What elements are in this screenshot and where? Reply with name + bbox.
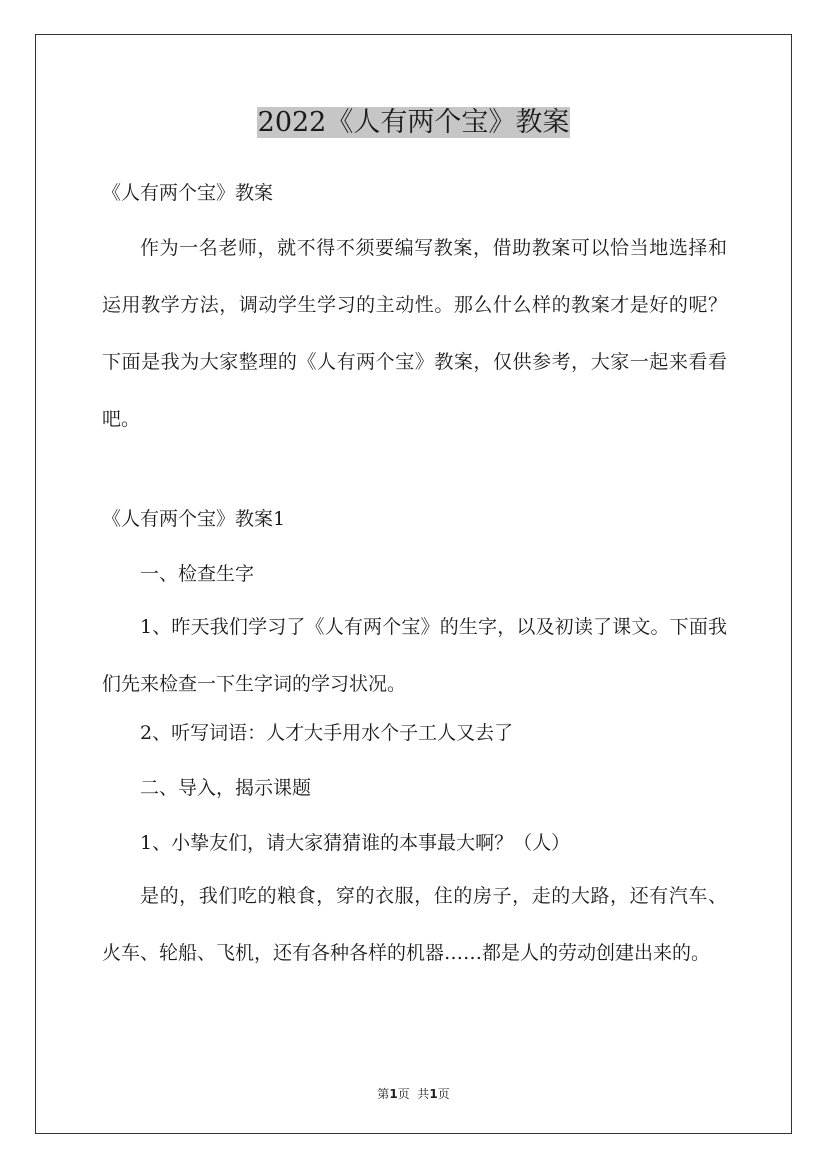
heading-introduction: 二、导入，揭示课题 xyxy=(140,777,312,799)
item-dictation: 2、听写词语：人才大手用水个子工人又去了 xyxy=(140,722,514,744)
document-subtitle: 《人有两个宝》教案 xyxy=(102,182,274,204)
footer-mid: 页 共 xyxy=(397,1087,430,1101)
paragraph-labor: 是的，我们吃的粮食，穿的衣服，住的房子，走的大路，还有汽车、火车、轮船、飞机，还有各种各样的机器……都是人的劳动创建出来的。 xyxy=(102,885,727,964)
footer-prefix: 第 xyxy=(377,1087,390,1101)
intro-paragraph: 作为一名老师，就不得不须要编写教案，借助教案可以恰当地选择和运用教学方法，调动学生学习的主动性。那么什么样的教案才是好的呢？下面是我为大家整理的《人有两个宝》教案，仅供参考，大家一起来看看吧。 xyxy=(102,237,727,430)
document-title xyxy=(0,104,827,142)
page-footer xyxy=(0,1085,827,1102)
section-title: 《人有两个宝》教案1 xyxy=(102,508,286,530)
footer-suffix: 页 xyxy=(437,1087,450,1101)
footer-page-total: 1 xyxy=(429,1087,438,1101)
item-question: 1、小挚友们，请大家猜猜谁的本事最大啊？（人） xyxy=(140,832,571,854)
heading-check-characters: 一、检查生字 xyxy=(140,563,255,585)
footer-page-current: 1 xyxy=(389,1087,398,1101)
document-title-text: 2022《人有两个宝》教案 xyxy=(257,107,570,138)
item-review-characters: 1、昨天我们学习了《人有两个宝》的生字，以及初读了课文。下面我们先来检查一下生字词的学习状况。 xyxy=(102,616,727,695)
